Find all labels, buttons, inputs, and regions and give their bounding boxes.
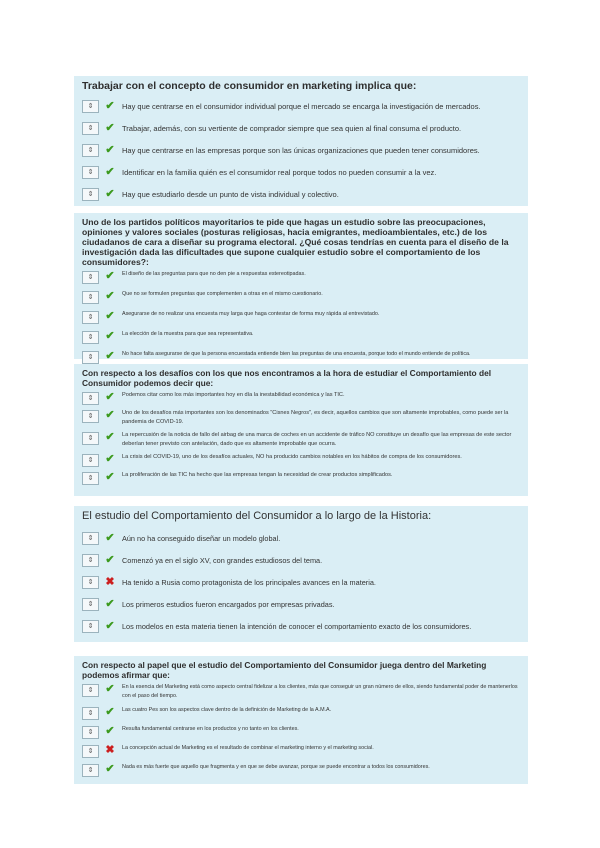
check-icon: ✔ [105,725,115,737]
check-icon: ✔ [105,763,115,775]
question-title: Con respecto al papel que el estudio del Comportamiento del Consumidor juega dentro del Marketing podemos afirmar que: [82,660,487,680]
answer-option [82,350,522,364]
check-icon: ✔ [105,453,115,465]
answer-text: Nada es más fuerte que aquello que fragmenta y en que se debe avanzar, porque se puede encontrar a todos los consumidores. [122,764,430,770]
answer-option [82,571,522,593]
answer-text: Los modelos en esta materia tienen la intención de conocer el comportamiento exacto de los consumidores. [122,621,472,631]
check-icon: ✔ [105,409,115,421]
answer-option [82,744,522,758]
answer-text: Hay que centrarse en las empresas porque son las únicas organizaciones que pueden tener consumidores. [122,145,480,155]
answer-text: Aún no ha conseguido diseñar un modelo global. [122,533,281,543]
answer-option [82,615,522,637]
answer-option [82,453,522,467]
check-icon: ✔ [105,270,115,282]
answer-text: Hay que centrarse en el consumidor individual porque el mercado se encarga la investigación de mercados. [122,101,481,111]
answer-selector[interactable]: ⇕ [82,454,99,467]
check-icon: ✔ [105,619,115,632]
answer-text: Los primeros estudios fueron encargados por empresas privadas. [122,599,335,609]
answer-selector[interactable]: ⇕ [82,554,99,567]
check-icon: ✔ [105,706,115,718]
check-icon: ✔ [105,553,115,566]
answer-text: Trabajar, además, con su vertiente de comprador siempre que sea quien al final consuma el producto. [122,123,462,133]
cross-icon: ✖ [105,575,115,588]
answer-selector[interactable]: ⇕ [82,726,99,739]
answer-option [82,330,522,344]
check-icon: ✔ [105,531,115,544]
check-icon: ✔ [105,597,115,610]
answer-option [82,683,522,701]
answer-option [82,290,522,304]
question-block-2 [74,213,528,362]
answer-text: Hay que estudiarlo desde un punto de vista individual y colectivo. [122,189,339,199]
answer-option [82,527,522,549]
cross-icon: ✖ [105,744,115,756]
answer-selector[interactable]: ⇕ [82,410,99,423]
answer-text: La repercusión de la noticia de fallo del airbag de una marca de coches en un accidente de tráfico NO constituye un desafío que las empresas de este sector deberían tener previsto con antelación, dado que es altamente improbable que ocurra. [122,432,512,447]
answer-option [82,95,522,117]
answer-text: Asegurarse de no realizar una encuesta muy larga que haga contestar de forma muy rápida al entrevistado. [122,311,380,317]
answer-option [82,161,522,183]
answer-text: Resulta fundamental centrarse en los productos y no tanto en los clientes. [122,726,299,732]
check-icon: ✔ [105,471,115,483]
question-block-1 [74,76,528,206]
answer-option [82,725,522,739]
question-title: Con respecto a los desafíos con los que nos encontramos a la hora de estudiar el Comportamiento del Consumidor podemos decir que: [82,368,492,388]
check-icon: ✔ [105,683,115,695]
answer-option [82,310,522,324]
answer-selector[interactable]: ⇕ [82,472,99,485]
answer-selector[interactable]: ⇕ [82,122,99,135]
question-title: Trabajar con el concepto de consumidor en marketing implica que: [82,80,417,92]
answer-text: Las cuatro Pes son los aspectos clave dentro de la definición de Marketing de la A.M.A. [122,707,332,713]
answer-option [82,706,522,720]
check-icon: ✔ [105,330,115,342]
answer-text: Comenzó ya en el siglo XV, con grandes estudiosos del tema. [122,555,323,565]
answer-selector[interactable]: ⇕ [82,188,99,201]
answer-option [82,409,522,427]
answer-selector[interactable]: ⇕ [82,684,99,697]
answer-text: Ha tenido a Rusia como protagonista de los principales avances en la materia. [122,577,376,587]
answer-selector[interactable]: ⇕ [82,707,99,720]
answer-selector[interactable]: ⇕ [82,166,99,179]
answer-text: La concepción actual de Marketing es el resultado de combinar el marketing interno y el marketing social. [122,745,374,751]
question-block-4 [74,506,528,642]
answer-selector[interactable]: ⇕ [82,532,99,545]
answer-text: La elección de la muestra para que sea representativa. [122,331,254,337]
question-block-3 [74,364,528,496]
check-icon: ✔ [105,290,115,302]
answer-selector[interactable]: ⇕ [82,620,99,633]
answer-option [82,183,522,205]
check-icon: ✔ [105,121,115,134]
check-icon: ✔ [105,165,115,178]
question-title: El estudio del Comportamiento del Consumidor a lo largo de la Historia: [82,510,432,522]
answer-text: En la esencia del Marketing está como aspecto central fidelizar a los clientes, más que conseguir un gran número de ellos, siendo fundamental poder de mantenerlos con el paso del tiempo. [122,684,518,699]
check-icon: ✔ [105,187,115,200]
question-title: Uno de los partidos políticos mayoritarios te pide que hagas un estudio sobre las preocupaciones, opiniones y valores sociales (posturas religiosas, hacia emigrantes, medioambientales, etc.) de los ciudadanos de cara a diseñar su programa electoral. ¿Qué cosas tendrías en cuenta para el diseño de la investigación dada las dificultades que supone cualquier estudio sobre el comportamiento de los consumidores?: [82,217,509,267]
answer-selector[interactable]: ⇕ [82,745,99,758]
check-icon: ✔ [105,431,115,443]
answer-selector[interactable]: ⇕ [82,598,99,611]
answer-text: La proliferación de las TIC ha hecho que las empresas tengan la necesidad de crear productos simplificados. [122,472,393,478]
check-icon: ✔ [105,310,115,322]
check-icon: ✔ [105,391,115,403]
answer-text: Podemos citar como los más importantes hoy en día la inestabilidad económica y las TIC. [122,392,345,398]
answer-selector[interactable]: ⇕ [82,100,99,113]
question-block-5 [74,656,528,784]
answer-option [82,391,522,405]
answer-option [82,270,522,284]
answer-selector[interactable]: ⇕ [82,392,99,405]
answer-selector[interactable]: ⇕ [82,432,99,445]
answer-selector[interactable]: ⇕ [82,331,99,344]
answer-selector[interactable]: ⇕ [82,271,99,284]
answer-selector[interactable]: ⇕ [82,291,99,304]
answer-text: No hace falta asegurarse de que la persona encuestada entiende bien las preguntas de una encuesta, porque todo el mundo entiende de política. [122,351,471,357]
answer-option [82,549,522,571]
answer-selector[interactable]: ⇕ [82,311,99,324]
answer-option [82,763,522,777]
answer-text: Que no se formulen preguntas que complementen a otras en el mismo cuestionario. [122,291,323,297]
answer-selector[interactable]: ⇕ [82,351,99,364]
answer-option [82,139,522,161]
answer-text: Identificar en la familia quién es el consumidor real porque todos no pueden consumir a la vez. [122,167,437,177]
answer-text: La crisis del COVID-19, uno de los desafíos actuales, NO ha producido cambios notables en los hábitos de compra de los consumidores. [122,454,462,460]
answer-option [82,431,522,449]
answer-option [82,471,522,485]
answer-option [82,117,522,139]
answer-selector[interactable]: ⇕ [82,764,99,777]
answer-text: Uno de los desafíos más importantes son los denominados "Cisnes Negros", es decir, aquellos cambios que son altamente improbables, como puede ser la pandemia de COVID-19. [122,410,509,425]
check-icon: ✔ [105,99,115,112]
check-icon: ✔ [105,350,115,362]
answer-selector[interactable]: ⇕ [82,576,99,589]
check-icon: ✔ [105,143,115,156]
answer-option [82,593,522,615]
answer-selector[interactable]: ⇕ [82,144,99,157]
answer-text: El diseño de las preguntas para que no den pie a respuestas estereotipadas. [122,271,306,277]
